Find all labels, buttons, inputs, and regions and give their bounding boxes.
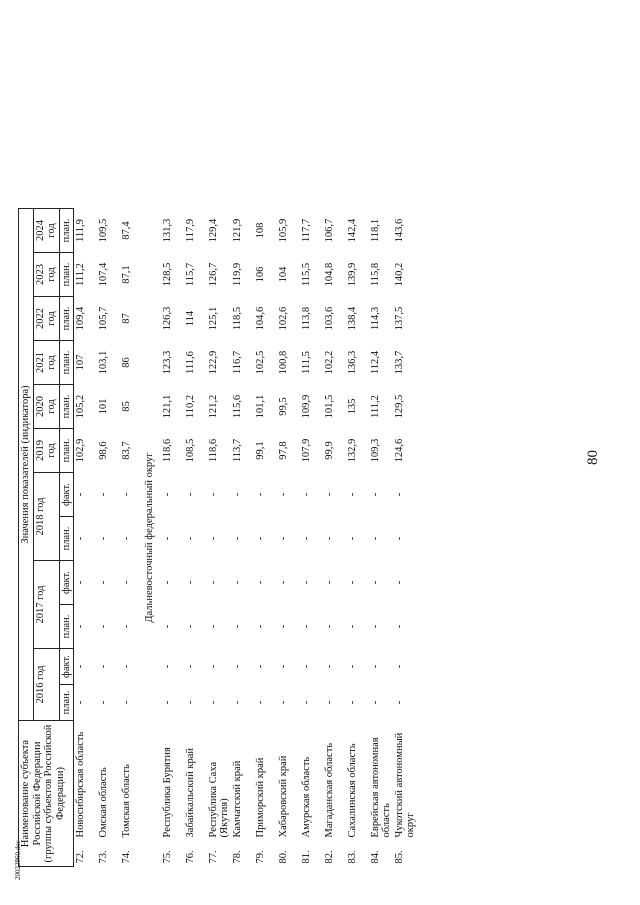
value-cell: 109,4 bbox=[75, 306, 87, 331]
value-cell: - bbox=[278, 492, 290, 497]
value-cell: - bbox=[162, 536, 174, 541]
value-cell: 124,6 bbox=[394, 438, 406, 463]
value-cell: - bbox=[98, 664, 110, 669]
value-cell: - bbox=[75, 492, 87, 497]
value-cell: 118,5 bbox=[232, 306, 244, 331]
indicator-table bbox=[18, 208, 417, 867]
table-row bbox=[184, 209, 207, 867]
year-header: 2016 год bbox=[33, 649, 59, 721]
value-cell: - bbox=[98, 580, 110, 585]
value-cell: 129,4 bbox=[208, 218, 220, 243]
year-header: 2024 год bbox=[33, 209, 59, 253]
value-cell: - bbox=[232, 624, 244, 629]
table-row bbox=[161, 209, 184, 867]
plan-fact-header: план. bbox=[59, 685, 74, 721]
value-cell: - bbox=[324, 700, 336, 705]
value-cell: - bbox=[185, 700, 197, 705]
value-cell: 108,5 bbox=[185, 438, 197, 463]
value-cell: 106 bbox=[255, 266, 267, 283]
values-header: Значения показателей (индикатора) bbox=[19, 209, 34, 721]
value-cell: 118,1 bbox=[370, 218, 382, 243]
footer-filename: 20022860.doc bbox=[14, 840, 22, 880]
value-cell: 114 bbox=[185, 310, 197, 327]
value-cell: 121,9 bbox=[232, 218, 244, 243]
value-cell: 116,7 bbox=[232, 350, 244, 375]
plan-fact-header: план. bbox=[59, 385, 74, 429]
value-cell: - bbox=[75, 624, 87, 629]
value-cell: 136,3 bbox=[347, 350, 359, 375]
value-cell: - bbox=[301, 492, 313, 497]
value-cell: 87 bbox=[121, 313, 133, 324]
value-cell: 115,8 bbox=[370, 262, 382, 287]
value-cell: - bbox=[324, 492, 336, 497]
table-row bbox=[231, 209, 254, 867]
row-number: 83. bbox=[347, 850, 359, 864]
value-cell: 113,7 bbox=[232, 438, 244, 463]
value-cell: - bbox=[232, 580, 244, 585]
year-header: 2020 год bbox=[33, 385, 59, 429]
value-cell: 105,7 bbox=[98, 306, 110, 331]
year-header: 2021 год bbox=[33, 341, 59, 385]
value-cell: - bbox=[98, 624, 110, 629]
value-cell: 100,8 bbox=[278, 350, 290, 375]
value-cell: 107,4 bbox=[98, 262, 110, 287]
value-cell: - bbox=[394, 492, 406, 497]
value-cell: 117,7 bbox=[301, 218, 313, 243]
region-name: Приморский край bbox=[255, 757, 267, 838]
value-cell: - bbox=[278, 580, 290, 585]
value-cell: 115,5 bbox=[301, 262, 313, 287]
region-name: Новосибирская область bbox=[75, 731, 87, 838]
value-cell: - bbox=[98, 700, 110, 705]
value-cell: - bbox=[278, 700, 290, 705]
value-cell: 128,5 bbox=[162, 262, 174, 287]
value-cell: 113,8 bbox=[301, 306, 313, 331]
plan-fact-header: план. bbox=[59, 341, 74, 385]
table-row bbox=[323, 209, 346, 867]
value-cell: - bbox=[121, 580, 133, 585]
value-cell: 111,6 bbox=[185, 351, 197, 374]
value-cell: - bbox=[255, 624, 267, 629]
region-name: Республика Саха (Якутия) bbox=[208, 761, 231, 838]
value-cell: - bbox=[255, 536, 267, 541]
value-cell: - bbox=[301, 700, 313, 705]
year-header: 2018 год bbox=[33, 473, 59, 561]
plan-fact-header: план. bbox=[59, 605, 74, 649]
table-row bbox=[300, 209, 323, 867]
value-cell: - bbox=[347, 536, 359, 541]
value-cell: - bbox=[347, 580, 359, 585]
value-cell: - bbox=[347, 700, 359, 705]
value-cell: - bbox=[75, 536, 87, 541]
value-cell: - bbox=[394, 580, 406, 585]
value-cell: - bbox=[98, 536, 110, 541]
value-cell: - bbox=[301, 580, 313, 585]
region-name: Амурская область bbox=[301, 756, 313, 838]
value-cell: 111,5 bbox=[301, 351, 313, 374]
value-cell: - bbox=[208, 580, 220, 585]
plan-fact-header: план. bbox=[59, 297, 74, 341]
value-cell: - bbox=[394, 624, 406, 629]
value-cell: - bbox=[121, 624, 133, 629]
value-cell: - bbox=[185, 492, 197, 497]
row-number: 81. bbox=[301, 850, 313, 864]
value-cell: - bbox=[301, 624, 313, 629]
value-cell: 121,1 bbox=[162, 394, 174, 419]
value-cell: 143,6 bbox=[394, 218, 406, 243]
value-cell: - bbox=[121, 492, 133, 497]
value-cell: - bbox=[208, 664, 220, 669]
value-cell: - bbox=[185, 624, 197, 629]
value-cell: - bbox=[394, 700, 406, 705]
value-cell: - bbox=[324, 624, 336, 629]
region-name: Сахалинская область bbox=[347, 743, 359, 838]
table-row bbox=[369, 209, 393, 867]
value-cell: 142,4 bbox=[347, 218, 359, 243]
value-cell: 99,9 bbox=[324, 441, 336, 460]
plan-fact-header: план. bbox=[59, 429, 74, 473]
row-number: 85. bbox=[394, 850, 406, 864]
region-name: Томская область bbox=[121, 764, 133, 838]
value-cell: 114,3 bbox=[370, 306, 382, 331]
value-cell: 119,9 bbox=[232, 262, 244, 287]
value-cell: - bbox=[324, 580, 336, 585]
value-cell: - bbox=[255, 492, 267, 497]
value-cell: 85 bbox=[121, 401, 133, 412]
value-cell: - bbox=[370, 700, 382, 705]
plan-fact-header: факт. bbox=[59, 649, 74, 685]
value-cell: 112,4 bbox=[370, 350, 382, 375]
value-cell: - bbox=[255, 580, 267, 585]
value-cell: 115,6 bbox=[232, 394, 244, 419]
group-title: Дальневосточный федеральный округ bbox=[144, 452, 156, 623]
value-cell: - bbox=[208, 536, 220, 541]
value-cell: 123,3 bbox=[162, 350, 174, 375]
value-cell: - bbox=[185, 580, 197, 585]
value-cell: - bbox=[75, 700, 87, 705]
value-cell: - bbox=[255, 664, 267, 669]
value-cell: 140,2 bbox=[394, 262, 406, 287]
value-cell: 129,5 bbox=[394, 394, 406, 419]
value-cell: 139,9 bbox=[347, 262, 359, 287]
value-cell: 86 bbox=[121, 357, 133, 368]
value-cell: 103,1 bbox=[98, 350, 110, 375]
value-cell: - bbox=[185, 664, 197, 669]
value-cell: - bbox=[121, 536, 133, 541]
value-cell: - bbox=[208, 492, 220, 497]
value-cell: - bbox=[162, 624, 174, 629]
region-name: Чукотский автономный округ bbox=[394, 732, 417, 838]
value-cell: 109,5 bbox=[98, 218, 110, 243]
table-row bbox=[97, 209, 120, 867]
value-cell: 121,2 bbox=[208, 394, 220, 419]
year-header: 2022 год bbox=[33, 297, 59, 341]
value-cell: - bbox=[162, 580, 174, 585]
value-cell: 105,2 bbox=[75, 394, 87, 419]
value-cell: 104 bbox=[278, 266, 290, 283]
value-cell: 126,3 bbox=[162, 306, 174, 331]
value-cell: - bbox=[232, 664, 244, 669]
value-cell: 125,1 bbox=[208, 306, 220, 331]
value-cell: 102,2 bbox=[324, 350, 336, 375]
value-cell: 102,6 bbox=[278, 306, 290, 331]
value-cell: - bbox=[278, 664, 290, 669]
value-cell: - bbox=[232, 700, 244, 705]
value-cell: 118,6 bbox=[162, 438, 174, 463]
region-name: Омская область bbox=[98, 767, 110, 838]
value-cell: 115,7 bbox=[185, 262, 197, 287]
value-cell: - bbox=[301, 664, 313, 669]
year-header: 2019 год bbox=[33, 429, 59, 473]
region-name: Забайкальский край bbox=[185, 747, 197, 838]
value-cell: 98,6 bbox=[98, 441, 110, 460]
value-cell: 87,4 bbox=[121, 221, 133, 240]
row-number: 84. bbox=[370, 850, 382, 864]
value-cell: 137,5 bbox=[394, 306, 406, 331]
value-cell: - bbox=[324, 536, 336, 541]
value-cell: 107,9 bbox=[301, 438, 313, 463]
value-cell: - bbox=[278, 536, 290, 541]
plan-fact-header: план. bbox=[59, 517, 74, 561]
value-cell: 138,4 bbox=[347, 306, 359, 331]
table-row bbox=[207, 209, 231, 867]
plan-fact-header: факт. bbox=[59, 473, 74, 517]
region-name: Камчатский край bbox=[232, 760, 244, 838]
table-row bbox=[254, 209, 277, 867]
value-cell: 117,9 bbox=[185, 218, 197, 243]
value-cell: - bbox=[232, 492, 244, 497]
value-cell: 102,5 bbox=[255, 350, 267, 375]
value-cell: - bbox=[162, 492, 174, 497]
value-cell: - bbox=[98, 492, 110, 497]
row-number: 73. bbox=[98, 850, 110, 864]
value-cell: 106,7 bbox=[324, 218, 336, 243]
value-cell: 109,3 bbox=[370, 438, 382, 463]
region-name: Хабаровский край bbox=[278, 755, 290, 838]
table-row bbox=[74, 209, 98, 867]
value-cell: 87,1 bbox=[121, 265, 133, 284]
value-cell: 132,9 bbox=[347, 438, 359, 463]
value-cell: - bbox=[208, 624, 220, 629]
table-row bbox=[346, 209, 369, 867]
value-cell: - bbox=[370, 624, 382, 629]
value-cell: 131,3 bbox=[162, 218, 174, 243]
region-name: Магаданская область bbox=[324, 742, 336, 838]
table-row bbox=[393, 209, 417, 867]
value-cell: 105,9 bbox=[278, 218, 290, 243]
value-cell: 111,2 bbox=[370, 395, 382, 418]
value-cell: - bbox=[162, 664, 174, 669]
value-cell: - bbox=[370, 664, 382, 669]
value-cell: 135 bbox=[347, 398, 359, 415]
value-cell: - bbox=[232, 536, 244, 541]
value-cell: - bbox=[370, 492, 382, 497]
row-number: 75. bbox=[162, 850, 174, 864]
value-cell: - bbox=[75, 664, 87, 669]
plan-fact-header: план. bbox=[59, 253, 74, 297]
table-body bbox=[74, 209, 418, 867]
row-number: 78. bbox=[232, 850, 244, 864]
year-header: 2017 год bbox=[33, 561, 59, 649]
value-cell: 104,6 bbox=[255, 306, 267, 331]
value-cell: - bbox=[324, 664, 336, 669]
value-cell: - bbox=[208, 700, 220, 705]
value-cell: - bbox=[301, 536, 313, 541]
value-cell: 122,9 bbox=[208, 350, 220, 375]
value-cell: 101,5 bbox=[324, 394, 336, 419]
plan-fact-header: план. bbox=[59, 209, 74, 253]
value-cell: 118,6 bbox=[208, 438, 220, 463]
value-cell: 99,1 bbox=[255, 441, 267, 460]
value-cell: - bbox=[162, 700, 174, 705]
value-cell: - bbox=[394, 536, 406, 541]
value-cell: 126,7 bbox=[208, 262, 220, 287]
row-number: 76. bbox=[185, 850, 197, 864]
group-row bbox=[143, 209, 161, 867]
value-cell: - bbox=[278, 624, 290, 629]
value-cell: - bbox=[255, 700, 267, 705]
page-number: 80 bbox=[585, 450, 601, 465]
value-cell: - bbox=[347, 624, 359, 629]
table-row bbox=[120, 209, 143, 867]
value-cell: 101 bbox=[98, 398, 110, 415]
table-row bbox=[277, 209, 300, 867]
value-cell: - bbox=[394, 664, 406, 669]
value-cell: 133,7 bbox=[394, 350, 406, 375]
name-column-header: Наименование субъекта Российской Федерации (группы субъектов Российской Федерации) bbox=[19, 721, 74, 867]
region-name: Республика Бурятия bbox=[162, 747, 174, 838]
value-cell: 104,8 bbox=[324, 262, 336, 287]
value-cell: - bbox=[75, 580, 87, 585]
value-cell: - bbox=[185, 536, 197, 541]
row-number: 77. bbox=[208, 850, 220, 864]
plan-fact-header: факт. bbox=[59, 561, 74, 605]
value-cell: 110,2 bbox=[185, 394, 197, 419]
value-cell: 111,9 bbox=[75, 219, 87, 242]
row-number: 74. bbox=[121, 850, 133, 864]
region-name: Еврейская автономная область bbox=[370, 737, 393, 838]
row-number: 72. bbox=[75, 850, 87, 864]
value-cell: 109,9 bbox=[301, 394, 313, 419]
row-number: 79. bbox=[255, 850, 267, 864]
value-cell: 108 bbox=[255, 222, 267, 239]
value-cell: - bbox=[370, 580, 382, 585]
value-cell: 99,5 bbox=[278, 397, 290, 416]
value-cell: 103,6 bbox=[324, 306, 336, 331]
value-cell: 83,7 bbox=[121, 441, 133, 460]
value-cell: 101,1 bbox=[255, 394, 267, 419]
value-cell: 111,2 bbox=[75, 263, 87, 286]
value-cell: 102,9 bbox=[75, 438, 87, 463]
value-cell: - bbox=[121, 700, 133, 705]
row-number: 80. bbox=[278, 850, 290, 864]
year-header: 2023 год bbox=[33, 253, 59, 297]
row-number: 82. bbox=[324, 850, 336, 864]
value-cell: - bbox=[347, 664, 359, 669]
value-cell: - bbox=[121, 664, 133, 669]
value-cell: 97,8 bbox=[278, 441, 290, 460]
value-cell: 107 bbox=[75, 354, 87, 371]
value-cell: - bbox=[370, 536, 382, 541]
value-cell: - bbox=[347, 492, 359, 497]
